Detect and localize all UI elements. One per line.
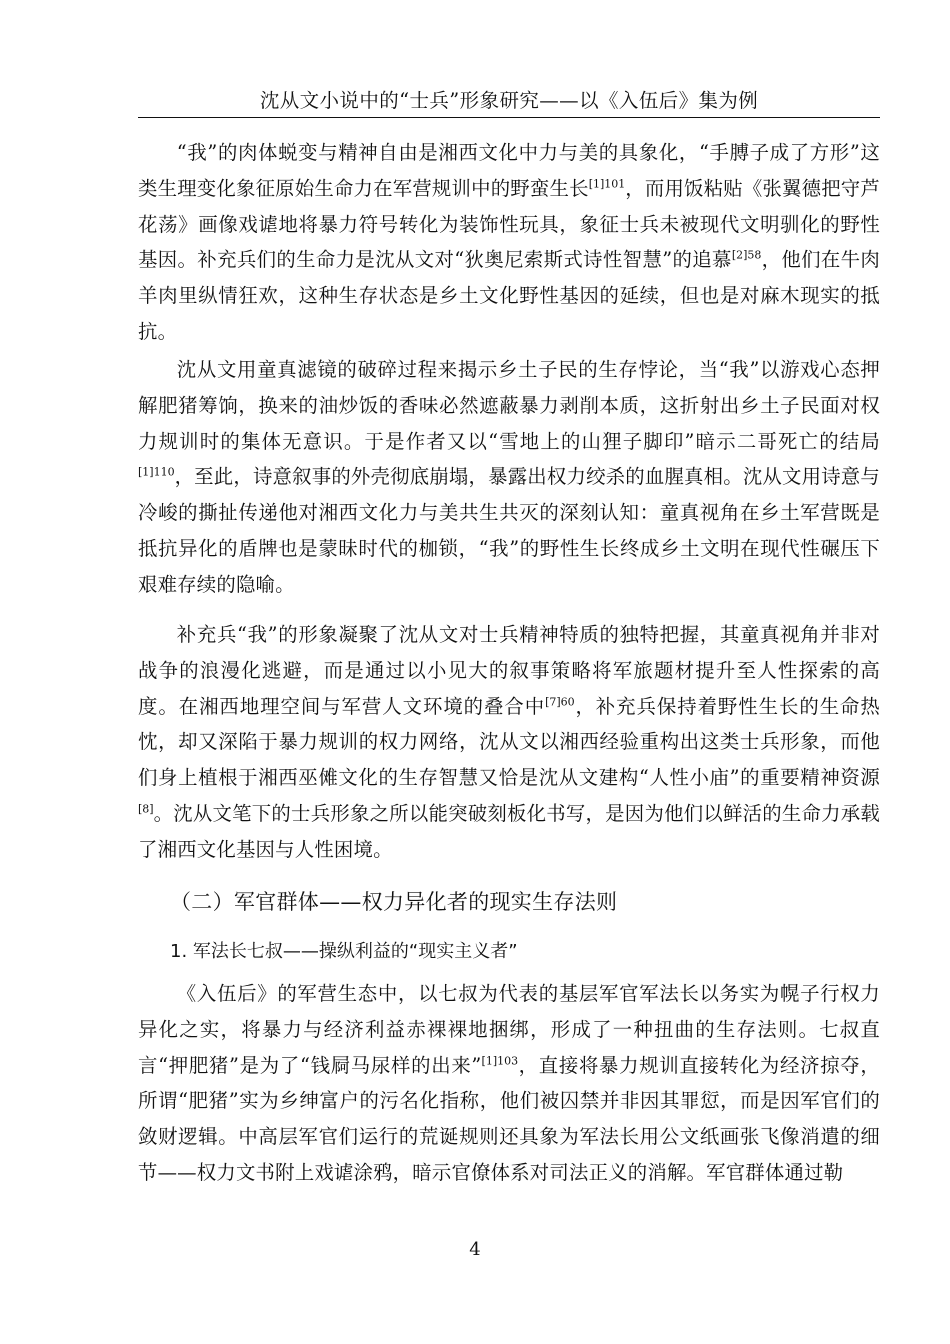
- paragraph-text: ，至此，诗意叙事的外壳彻底崩塌，暴露出权力绞杀的血腥真相。沈从文用诗意与冷峻的撕扯传递他对湘西文化力与美共生共灭的深刻认知：童真视角在乡土军营既是抵抗异化的盾牌也是蒙昧时代的枷锁，“我”的野性生长终成乡土文明在现代性碾压下艰难存续的隐喻。: [138, 465, 880, 596]
- body-paragraph-3: [138, 617, 880, 868]
- paragraph-text: ，直接将暴力规训直接转化为经济掠夺，所谓“肥猪”实为乡绅富户的污名化指称，他们被囚禁并非因其罪愆，而是因军官们的敛财逻辑。中高层军官们运行的荒诞规则还具象为军法长用公文纸画张飞像消遣的细节——权力文书附上戏谑涂鸦，暗示官僚体系对司法正义的消解。军官群体通过勒: [138, 1053, 880, 1184]
- running-header: 沈从文小说中的“士兵”形象研究——以《入伍后》集为例: [259, 89, 759, 112]
- paragraph-text: 补充兵“我”的形象凝聚了沈从文对士兵精神特质的独特把握，其童真视角并非对战争的浪漫化逃避，而是通过以小见大的叙事策略将军旅题材提升至人性探索的高度。在湘西地理空间与军营人文环境的叠合中: [138, 623, 880, 718]
- citation-ref: [2]58: [731, 248, 762, 262]
- paragraph-text: 。沈从文笔下的士兵形象之所以能突破刻板化书写，是因为他们以鲜活的生命力承载了湘西文化基因与人性困境。: [138, 801, 880, 861]
- citation-ref: [1]103: [481, 1054, 519, 1068]
- citation-ref: [1]110: [138, 465, 175, 479]
- paragraph-text: ，补充兵保持着野性生长的生命热忱，却又深陷于暴力规训的权力网络，沈从文以湘西经验重构出这类士兵形象，而他们身上植根于湘西巫傩文化的生存智慧又恰是沈从文建构“人性小庙”的重要精神资源: [138, 694, 881, 790]
- body-paragraph-2: [138, 352, 880, 603]
- paragraph-text: 《入伍后》的军营生态中，以七叔为代表的基层军官军法长以务实为幌子行权力异化之实，将暴力与经济利益赤裸裸地捆绑，形成了一种扭曲的生存法则。七叔直言“押肥猪”是为了“钱屙马尿样的出来”: [138, 982, 880, 1077]
- body-paragraph-4: [138, 976, 880, 1191]
- page-number: 4: [469, 1239, 481, 1260]
- subsection-heading: 1. 军法长七叔——操纵利益的“现实主义者”: [170, 941, 518, 962]
- paragraph-text: ，他们在牛肉羊肉里纵情狂欢，这种生存状态是乡土文化野性基因的延续，但也是对麻木现实的抵抗。: [138, 248, 881, 343]
- body-paragraph-1: [138, 135, 880, 350]
- paragraph-text: ，而用饭粘贴《张翼德把守芦花荡》画像戏谑地将暴力符号转化为装饰性玩具，象征士兵未被现代文明驯化的野性基因。补充兵们的生命力是沈从文对“狄奥尼索斯式诗性智慧”的追慕: [138, 176, 880, 272]
- citation-ref: [1]101: [588, 177, 626, 191]
- paragraph-text: 沈从文用童真滤镜的破碎过程来揭示乡土子民的生存悖论，当“我”以游戏心态押解肥猪筹饷，换来的油炒饭的香味必然遮蔽暴力剥削本质，这折射出乡土子民面对权力规训时的集体无意识。于是作者又以“雪地上的山狸子脚印”暗示二哥死亡的结局: [138, 358, 880, 453]
- section-heading: （二）军官群体——权力异化者的现实生存法则: [170, 890, 618, 914]
- header-rule: [138, 117, 880, 118]
- citation-ref: [7]60: [545, 695, 575, 709]
- citation-ref: [8]: [138, 802, 154, 816]
- paragraph-text: “我”的肉体蜕变与精神自由是湘西文化中力与美的具象化，“手膊子成了方形”这类生理变化象征原始生命力在军营规训中的野蛮生长: [138, 141, 880, 200]
